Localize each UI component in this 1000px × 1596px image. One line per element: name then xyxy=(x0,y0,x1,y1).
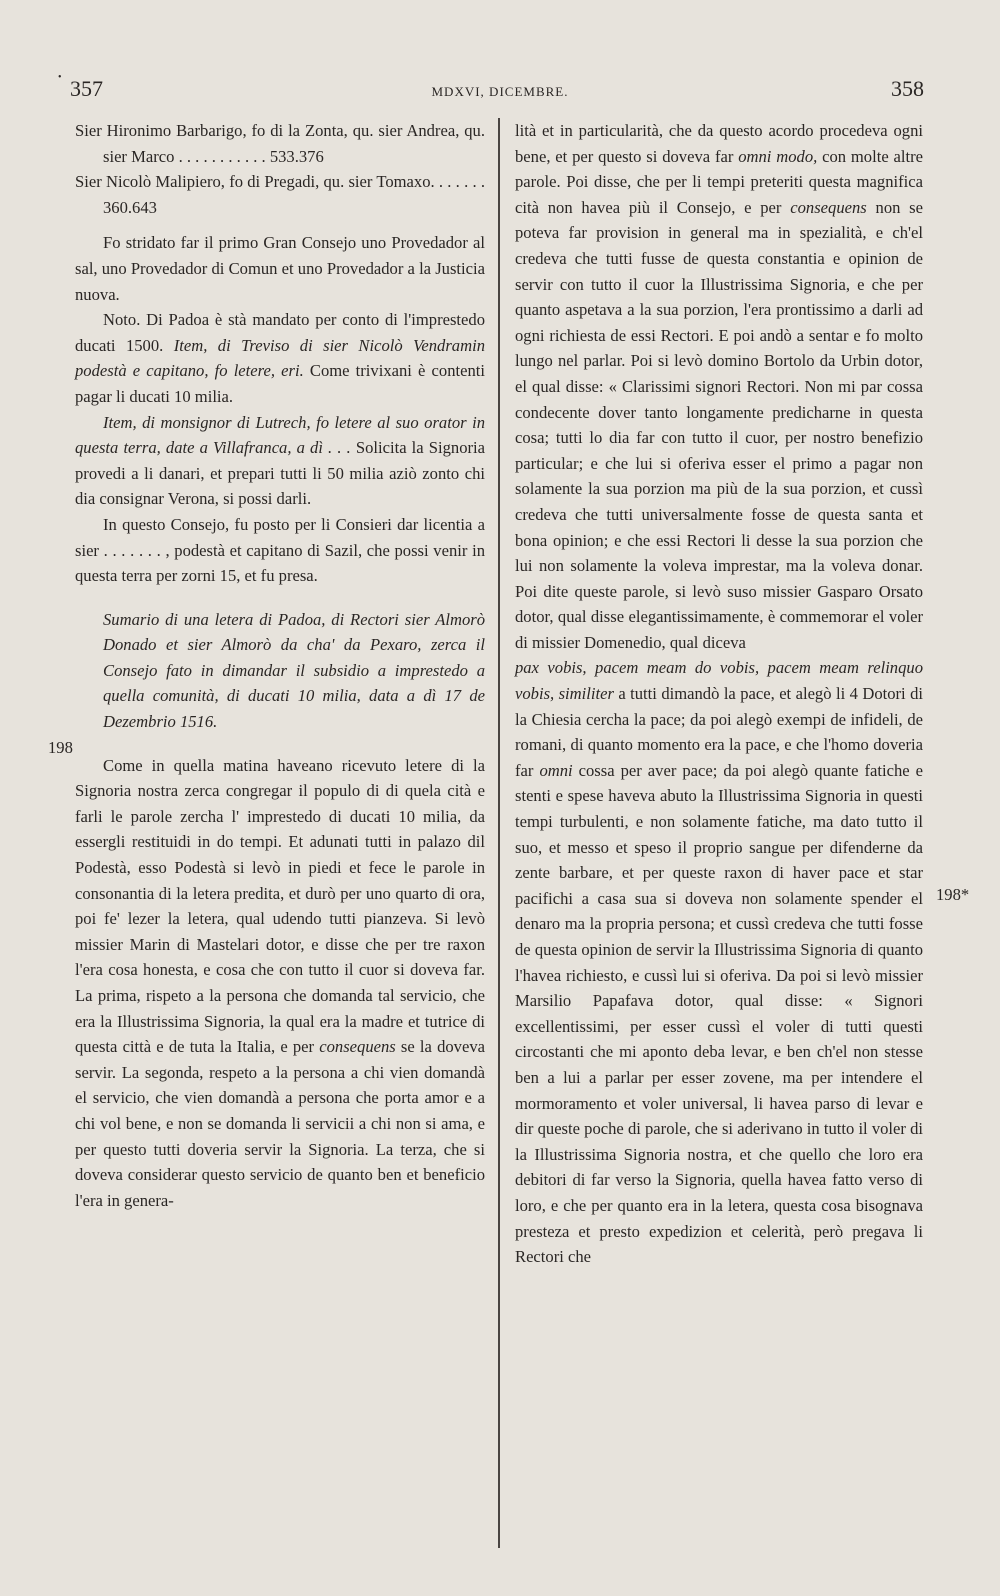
body-text: se la doveva servir. La segonda, respeto a la persona a chi vien domandà el servicio, che vien domandà a persona che porta amor e a chi vol bene, e non se domanda li servicii a chi non si ama, e per questo tutti doveria servir la Signoria. La terza, che si doveva considerar questo servicio de quanto ben et beneficio l'era in genera- xyxy=(75,1037,485,1210)
body-text: a tutti dimandò la pace, et alegò li 4 Dotori di la Chiesia cercha la pace; da poi alegò exempi de infideli, de romani, di quanto momento era la pace, e che l'homo doveria far xyxy=(515,684,923,780)
body-text: Sier Nicolò Malipiero, fo di Pregadi, qu. sier Tomaxo. . . . . . . 360.643 xyxy=(75,172,485,217)
italic-text: Item, di monsignor di Lutrech, fo letere al suo orator in questa terra, date a Villafranca, a dì . . . xyxy=(75,412,485,458)
summary-heading xyxy=(75,607,485,735)
paragraph xyxy=(75,410,485,512)
page-number-right: 358 xyxy=(891,76,924,101)
italic-text: pax vobis, pacem meam do vobis, pacem meam relinquo vobis, similiter xyxy=(515,658,923,704)
body-text: Come in quella matina haveano ricevuto letere di la Signoria nostra zerca congregar il populo di di quela cità e farli le parole zercha l' imprestedo di ducati 10 milia, da essergli restituidi in do tempi. Et adunati tutti in palazo dil Podestà, esso Podestà si levò in piedi et fece le parole in consonantia di la letera predita, et durò per uno quarto di ora, poi fe' lezer la letera, qual udendo tutti pianzeva. Si levò missier Marin di Mastelari dotor, e disse che per tre raxon l'era cosa honesta, e cosa che con tutto il cuor si doveva far. La prima, rispeto a la persona che domanda tal servicio, che era la Illustrissima Signoria, la qual era la madre et tutrice di questa città e de tuta la Italia, e per xyxy=(75,755,485,1057)
running-header: MDXVI, DICEMBRE. xyxy=(431,84,569,99)
left-column xyxy=(75,118,485,1213)
margin-number-left: 198 xyxy=(48,738,73,757)
body-text: Fo stridato far il primo Gran Consejo uno Provedador al sal, uno Provedador di Comun et uno Provedador a la Justicia nuova. xyxy=(75,233,485,304)
paragraph xyxy=(75,307,485,409)
paragraph xyxy=(75,118,485,169)
paragraph xyxy=(75,512,485,589)
italic-text: consequens xyxy=(790,197,867,217)
paragraph-spacer xyxy=(75,220,485,230)
paragraph xyxy=(515,118,923,655)
paragraph xyxy=(75,230,485,307)
italic-text: consequens xyxy=(319,1037,396,1057)
right-column xyxy=(515,118,923,1270)
italic-text: omni xyxy=(539,760,573,780)
page-number-left: 357 xyxy=(70,76,103,101)
body-text: Solicita la Signoria provedi a li danari, et prepari tutti li 50 milia aziò zonto chi dia consignar Verona, si possi darli. xyxy=(75,438,485,509)
paragraph xyxy=(515,655,923,1269)
column-divider xyxy=(498,118,500,1548)
paragraph-spacer xyxy=(75,735,485,753)
paragraph xyxy=(75,753,485,1214)
italic-text: omni modo, xyxy=(738,146,818,166)
body-text: cossa per aver pace; da poi alegò quante fatiche e stenti e spese haveva abuto la Illustrissima Signoria in questi tempi turbulenti, e non solamente fatiche, ma dato tutto il suo, et messo et speso il proprio sangue per difenderne da zente barbare, et per queste raxon di haver pace et star pacifichi a casa sua si doveva non solamente spender el denaro ma la propria persona; et cussì credeva che tutti fosse de questa opinion de servir la Illustrissima Signoria di quanto l'havea richiesto, e cussì lui si oferiva. Da poi si levò missier Marsilio Papafava dotor, qual disse: « Signori excellentissimi, per esser cussì el voler di tutti questi circostanti che mi aponto deba levar, e ben ch'el non stesse ben a lui a parlar per esser zovene, ma per intendere el mormoramento et voler universal, li havea parso di levar e dir queste poche di parole, che si aderivano in tutto il voler di la Illustrissima Signoria nostra, et che quello che loro era debitori di far verso la Signoria, quella havea fatto verso di loro, e che per quanto era in la letera, questa cosa bisognava presteza et presto expedizion et celerità, però pregava li Rectori che xyxy=(515,760,923,1267)
body-text: Sier Hironimo Barbarigo, fo di la Zonta, qu. sier Andrea, qu. sier Marco . . . . . . . . . . . 533.376 xyxy=(75,121,485,166)
body-text: Noto. Di Padoa è stà mandato per conto di l'imprestedo ducati 1500. xyxy=(75,310,485,355)
paragraph-spacer xyxy=(75,589,485,607)
italic-text: Item, di Treviso di sier Nicolò Vendramin podestà e capitano, fo letere, eri. xyxy=(75,335,485,381)
page-mark: • xyxy=(58,72,62,83)
body-text: con molte altre parole. Poi disse, che per li tempi preteriti questa magnifica cità non havea più il Consejo, e per xyxy=(515,146,924,217)
body-text: In questo Consejo, fu posto per li Consieri dar licentia a sier . . . . . . . , podestà et capitano di Sazil, che possi venir in questa terra per zorni 15, et fu presa. xyxy=(75,514,485,586)
body-text: non se poteva far provision in general ma in spezialità, e ch'el credeva che tutti fusse de questa constantia e opinion de servir con tutto il cuor la Illustrissima Signoria, e che per quanto aspetava a la sua porzion, l'era prontissimo a darli ad ogni richiesta de essi Rectori. E poi andò a sentar e fo molto lungo nel parlar. Poi si levò domino Bortolo da Urbin dotor, el qual disse: « Clarissimi signori Rectori. Non mi par cossa condecente dover tanto longamente predicharne in questa cosa; tutti lo dia far con tutto il cuor, per nostro benefizio particular; e che lui si oferiva esser el primo a pagar non solamente la sua porzion ma più de la sua porzion, et cussì credeva che tutti universalmente fosse de questa santa et bona opinion; e che essi Rectori li desse la sua porzion che lui non solamente la voleva imprestar, ma la voleva donar. Poi dite queste parole, si levò suso missier Gasparo Orsato dotor, qual disse elegantissimamente, è commemorar el voler di missier Domenedio, qual diceva xyxy=(515,197,923,652)
body-text: lità et in particularità, che da questo acordo procedeva ogni bene, et per questo si doveva far xyxy=(515,121,923,166)
paragraph xyxy=(75,169,485,220)
margin-number-right: 198* xyxy=(936,885,970,904)
italic-text: Sumario di una letera di Padoa, di Rectori sier Almorò Donado et sier Almorò da cha' da Pexaro, zerca il Consejo fato in dimandar il subsidio a imprestedo a quella comunità, di ducati 10 milia, data a dì 17 de Dezembrio 1516. xyxy=(103,609,485,732)
body-text: Come trivixani è contenti pagar li ducati 10 milia. xyxy=(75,361,486,406)
